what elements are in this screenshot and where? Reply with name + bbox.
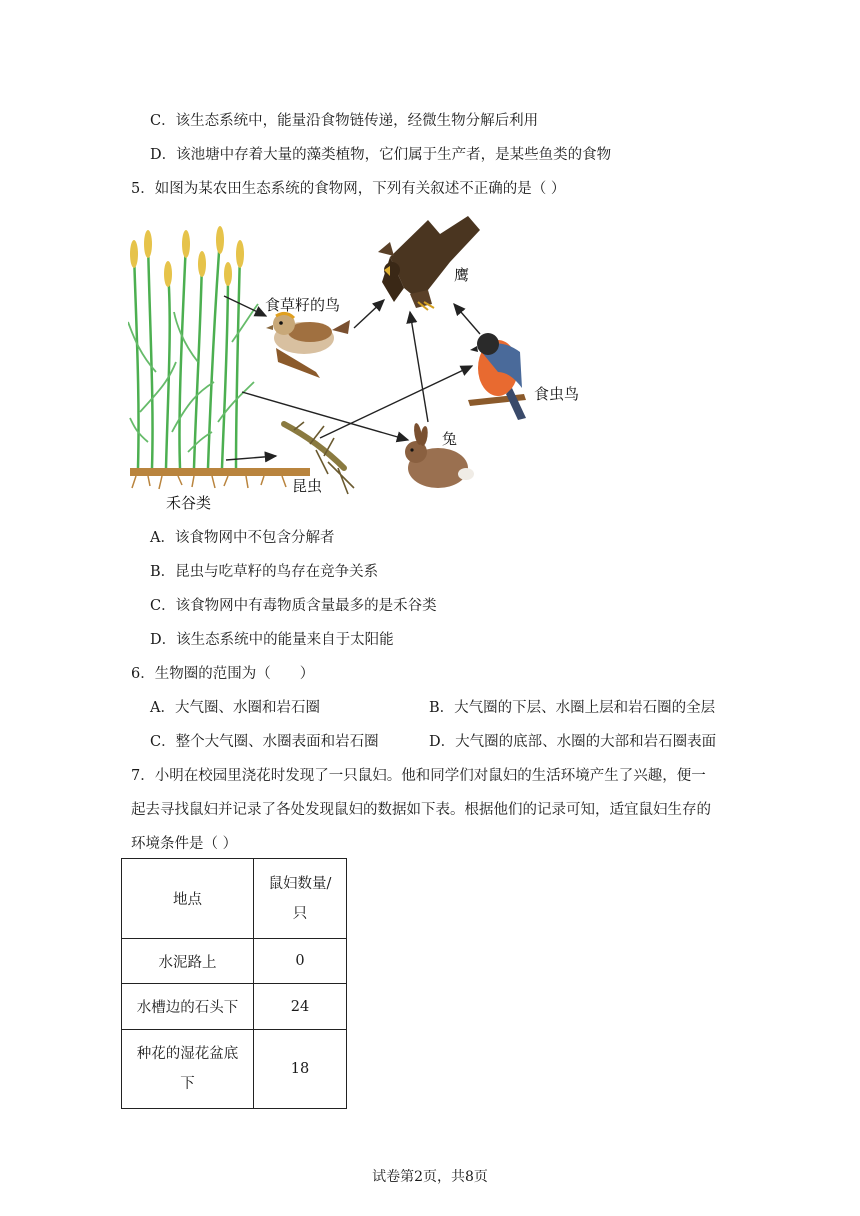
hawk-illustration bbox=[378, 216, 480, 310]
q7-stem-line2: 起去寻找鼠妇并记录了各处发现鼠妇的数据如下表。根据他们的记录可知，适宜鼠妇生存的 bbox=[131, 802, 711, 818]
header-count: 鼠妇数量/ 只 bbox=[254, 859, 347, 939]
label-insect-bird: 食虫鸟 bbox=[534, 385, 580, 403]
label-insect: 昆虫 bbox=[292, 477, 323, 495]
q5-option-a: A．该食物网中不包含分解者 bbox=[150, 530, 335, 546]
q7-stem-line1: 7．小明在校园里浇花时发现了一只鼠妇。他和同学们对鼠妇的生活环境产生了兴趣，便一 bbox=[131, 768, 706, 784]
page-footer: 试卷第2页，共8页 bbox=[372, 1169, 488, 1185]
q6-option-a: A．大气圈、水圈和岩石圈 bbox=[150, 700, 320, 716]
q7-stem-line3: 环境条件是（ ） bbox=[131, 836, 238, 852]
q4-option-d: D．该池塘中存着大量的藻类植物，它们属于生产者，是某些鱼类的食物 bbox=[150, 147, 612, 163]
header-place: 地点 bbox=[122, 859, 254, 939]
label-rabbit: 兔 bbox=[442, 430, 458, 448]
arrow-rabbit-to-hawk bbox=[410, 312, 428, 422]
cell-count: 18 bbox=[254, 1030, 347, 1109]
arrow-grain-to-seed-bird bbox=[224, 296, 266, 316]
q6-option-b: B．大气圈的下层、水圈上层和岩石圈的全层 bbox=[429, 700, 716, 716]
cell-count: 0 bbox=[254, 939, 347, 984]
food-web-figure bbox=[128, 212, 618, 514]
arrow-grain-to-rabbit bbox=[242, 392, 408, 440]
q6-stem: 6．生物圈的范围为（ ） bbox=[131, 666, 315, 682]
q5-option-d: D．该生态系统中的能量来自于太阳能 bbox=[150, 632, 394, 648]
table-row bbox=[122, 984, 347, 1030]
q5-option-c: C．该食物网中有毒物质含量最多的是禾谷类 bbox=[150, 598, 437, 614]
arrow-grain-to-insect bbox=[226, 456, 276, 460]
table-row bbox=[122, 939, 347, 984]
q6-option-d: D．大气圈的底部、水圈的大部和岩石圈表面 bbox=[429, 734, 717, 750]
q5-option-b: B．昆虫与吃草籽的鸟存在竞争关系 bbox=[150, 564, 379, 580]
woodlouse-count-table bbox=[121, 858, 347, 1109]
cell-place: 水泥路上 bbox=[122, 939, 254, 984]
table-header-row bbox=[122, 859, 347, 939]
q5-stem: 5．如图为某农田生态系统的食物网，下列有关叙述不正确的是（ ） bbox=[131, 181, 566, 197]
insect-eating-bird-illustration bbox=[468, 333, 526, 420]
rabbit-illustration bbox=[405, 423, 474, 488]
label-seed-bird: 食草籽的鸟 bbox=[265, 296, 341, 314]
label-hawk: 鹰 bbox=[454, 266, 470, 284]
cell-place: 水槽边的石头下 bbox=[122, 984, 254, 1030]
q6-option-c: C．整个大气圈、水圈表面和岩石圈 bbox=[150, 734, 379, 750]
arrow-seed-bird-to-hawk bbox=[354, 300, 384, 328]
seed-eating-bird-illustration bbox=[266, 313, 350, 378]
cell-place: 种花的湿花盆底 下 bbox=[122, 1030, 254, 1109]
label-grain: 禾谷类 bbox=[166, 494, 212, 512]
arrow-insect-to-insect-bird bbox=[320, 366, 472, 438]
q4-option-c: C．该生态系统中，能量沿食物链传递，经微生物分解后利用 bbox=[150, 113, 539, 129]
cell-count: 24 bbox=[254, 984, 347, 1030]
table-row bbox=[122, 1030, 347, 1109]
arrow-insect-bird-to-hawk bbox=[454, 304, 480, 334]
